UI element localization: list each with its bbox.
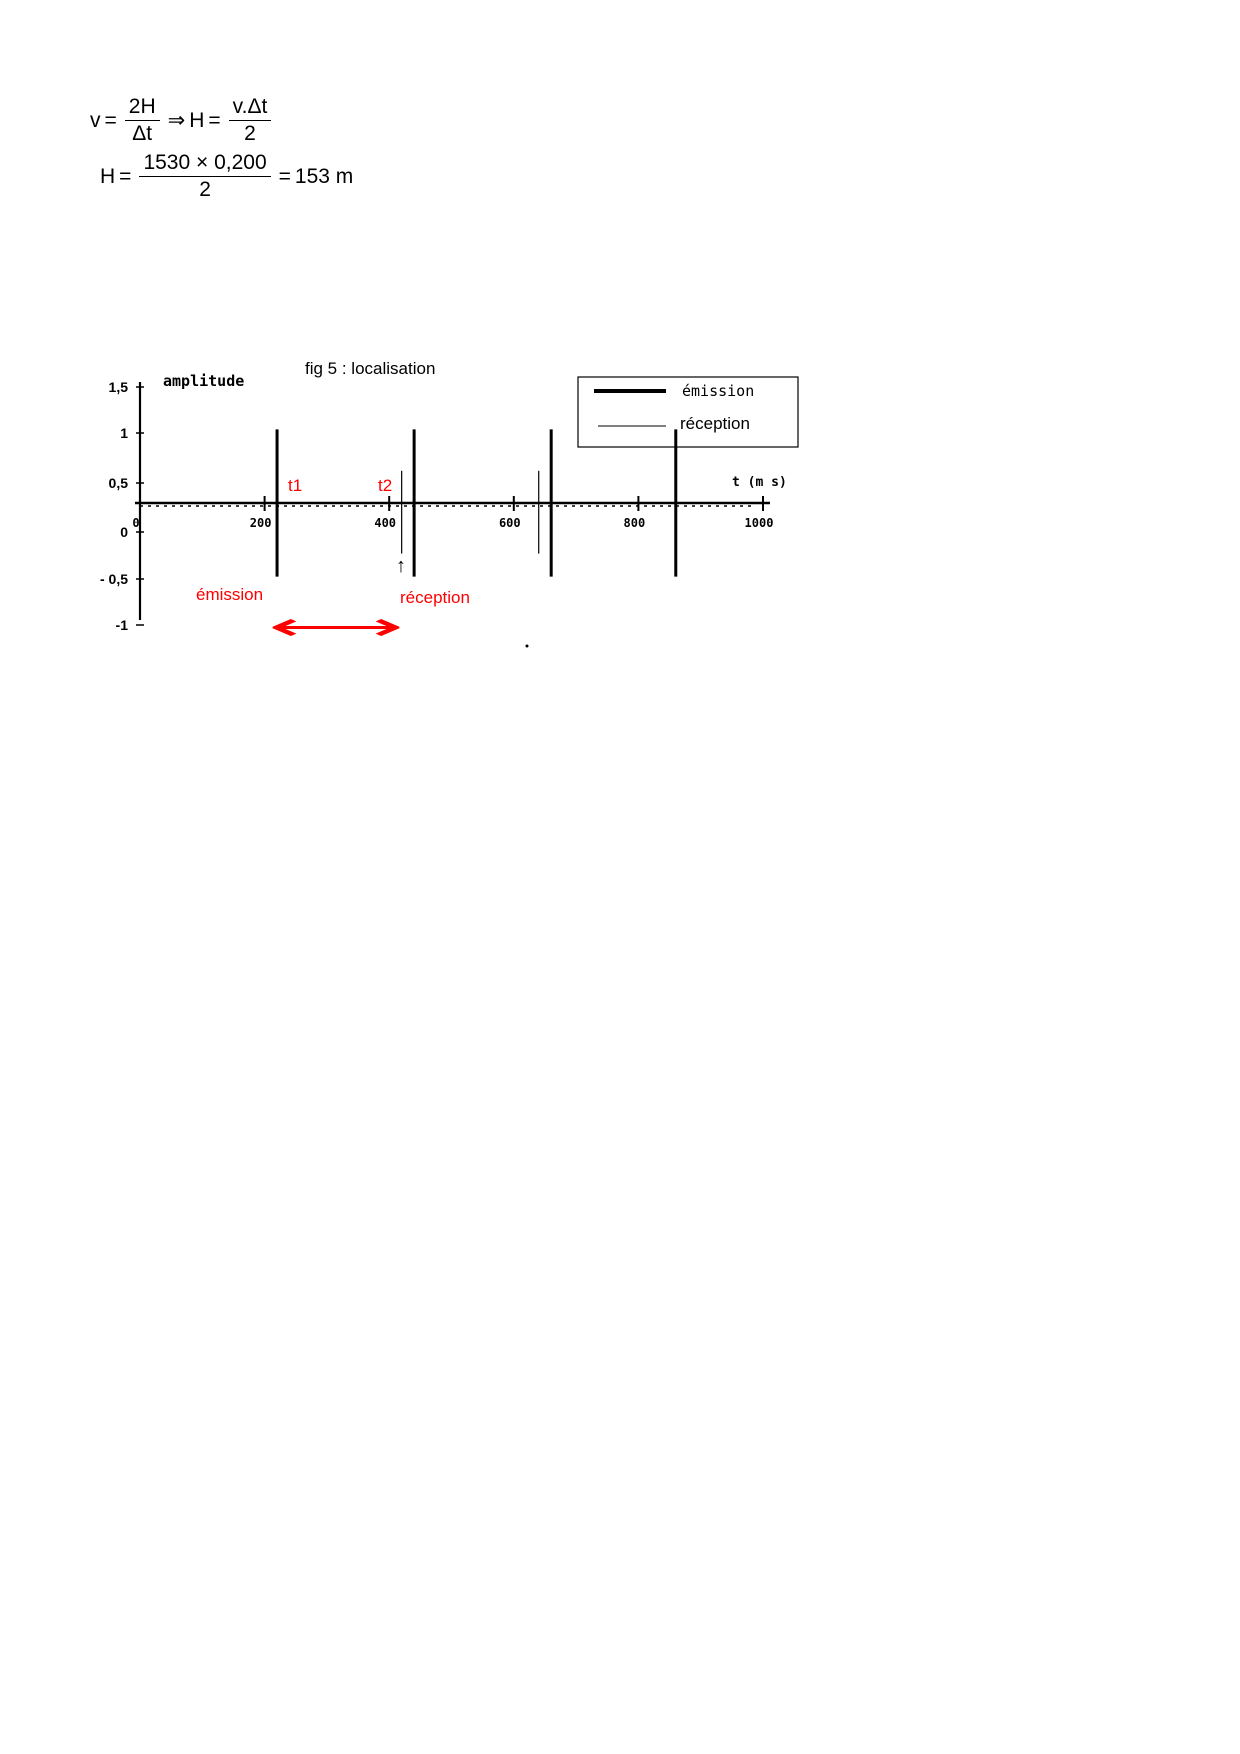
annotation-emission: émission [196,585,264,604]
stray-dot [526,645,529,648]
formula-velocity [90,96,275,145]
formula-h: H [189,108,205,132]
formula-implies: ⇒ [167,109,186,133]
pulses [277,429,676,576]
y-tick-label: 0 [120,524,128,540]
fraction-vdt-over-2 [229,96,272,145]
fraction-numeric [139,152,270,201]
legend-reception-label: réception [680,414,750,433]
formula-equals: = [119,164,132,188]
y-tick-label: 1 [120,425,128,441]
fraction-numerator: v.Δt [229,96,272,121]
annotation-arrow-up: ↑ [396,555,406,577]
fraction-denominator: Δt [132,122,153,146]
fraction-numerator: 2H [125,96,160,121]
x-tick-label: 200 [249,516,272,530]
y-tick-label: - 0,5 [99,571,128,587]
y-axis-label: amplitude [163,372,245,390]
y-tick-label: 0,5 [108,475,128,491]
formula-h: H [100,164,116,188]
annotation-reception: réception [400,588,470,607]
annotation-t2: t2 [378,476,393,495]
fraction-2h-over-dt [125,96,160,145]
fraction-denominator: 2 [199,178,211,202]
legend-box [578,377,798,447]
y-tick-label: 1,5 [108,379,128,395]
formula-depth [100,152,353,201]
x-tick-label: 400 [374,516,397,530]
legend-emission-label: émission [682,382,755,400]
x-tick-label: 600 [498,516,521,530]
formula-v: v [90,108,101,132]
figure-title: fig 5 : localisation [305,359,436,378]
formula-equals: = [278,164,291,188]
x-axis-label: t (m s) [732,475,787,490]
annotation-double-arrow: ⟷ [268,605,404,649]
x-ticks [132,496,773,530]
annotation-t1: t1 [288,476,303,495]
formula-equals: = [104,108,117,132]
formula-result: 153 m [294,164,354,188]
fraction-numerator: 1530 × 0,200 [139,152,270,177]
y-ticks [100,379,144,633]
x-tick-label: 1000 [744,516,774,530]
formula-equals: = [208,108,221,132]
x-tick-label: 0 [132,516,140,530]
y-tick-label: -1 [115,617,128,633]
fraction-denominator: 2 [244,122,256,146]
x-tick-label: 800 [623,516,646,530]
